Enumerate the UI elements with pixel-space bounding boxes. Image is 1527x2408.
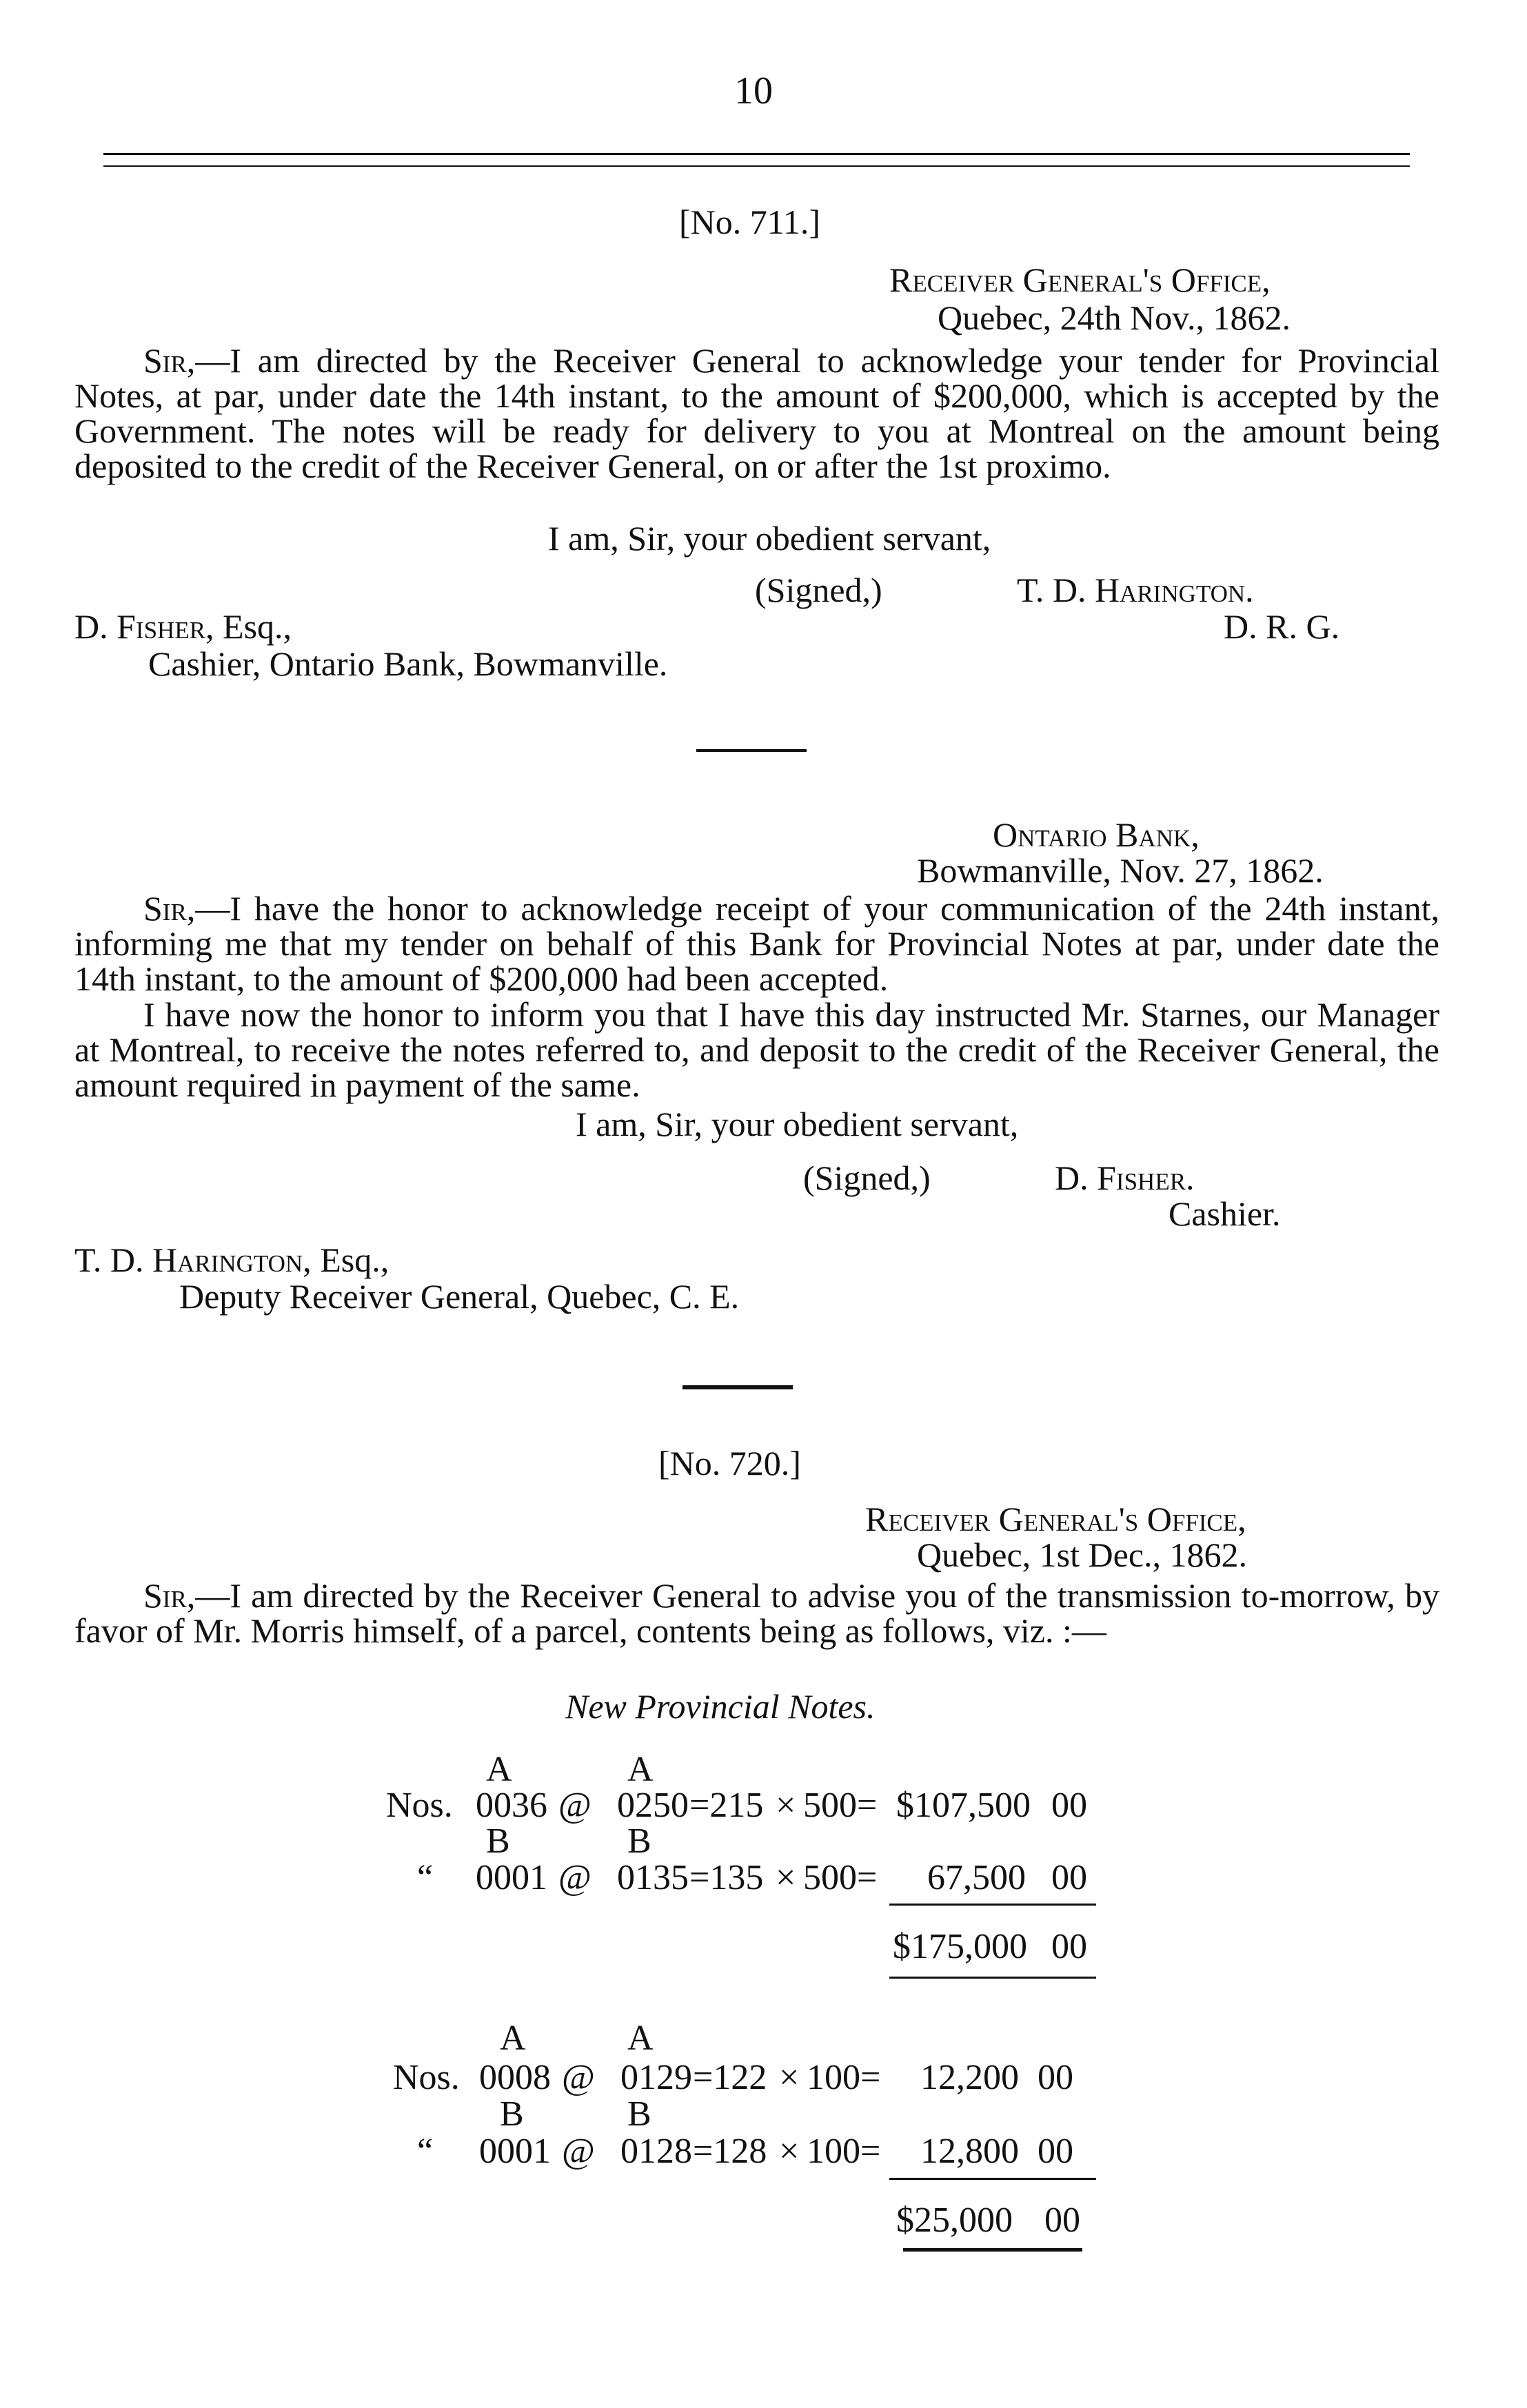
addressee-line2: Cashier, Ontario Bank, Bowmanville. <box>148 644 668 683</box>
row-prefix: Nos. <box>393 2058 460 2097</box>
count: =122 <box>693 2058 767 2097</box>
signer-title: D. R. G. <box>1224 607 1340 646</box>
to-number: 0135 <box>617 1858 689 1897</box>
letter-body-paragraph-2 <box>74 997 1439 1103</box>
times-sign: × <box>776 1786 796 1825</box>
signed-label: (Signed,) <box>803 1159 931 1197</box>
count: =135 <box>689 1858 764 1897</box>
series-letter: B <box>500 2094 524 2134</box>
series-letter: A <box>500 2019 526 2058</box>
times-sign: × <box>779 2132 800 2171</box>
times-sign: × <box>779 2058 800 2097</box>
signer-name: D. Fisher. <box>1055 1159 1195 1197</box>
header-rule-top <box>103 153 1410 155</box>
page-number: 10 <box>734 70 773 112</box>
letter-office: Ontario Bank, <box>993 815 1200 854</box>
to-number: 0129 <box>620 2058 692 2097</box>
denomination: 100= <box>807 2058 881 2097</box>
cents: 00 <box>1051 1858 1087 1897</box>
from-number: 0001 <box>476 1858 547 1897</box>
letter-dateline: Quebec, 24th Nov., 1862. <box>938 298 1291 337</box>
at-sign: @ <box>558 1858 591 1897</box>
denomination: 100= <box>807 2132 881 2171</box>
total-amount: $25,000 <box>896 2201 1013 2240</box>
total-amount: $175,000 <box>893 1927 1027 1966</box>
amount: 12,800 <box>920 2132 1019 2171</box>
letter-body <box>74 891 1439 997</box>
letter-office: Receiver General's Office, <box>865 1500 1246 1538</box>
to-number: 0128 <box>620 2132 692 2171</box>
addressee <box>74 1242 389 1278</box>
series-letter: A <box>627 1750 654 1789</box>
salutation: Sir, <box>143 341 196 380</box>
amount: $107,500 <box>896 1786 1031 1825</box>
signer-title: Cashier. <box>1169 1194 1281 1233</box>
amount: 12,200 <box>920 2058 1019 2097</box>
total-rule <box>903 2248 1082 2252</box>
series-letter: A <box>486 1750 512 1789</box>
letter-dateline: Quebec, 1st Dec., 1862. <box>917 1535 1248 1574</box>
addressee-name: D. Fisher, <box>74 607 214 646</box>
letter-dateline: Bowmanville, Nov. 27, 1862. <box>917 851 1324 890</box>
total-cents: 00 <box>1051 1927 1087 1966</box>
addressee-line2: Deputy Receiver General, Quebec, C. E. <box>179 1277 740 1316</box>
section-divider <box>682 1385 793 1389</box>
letter-body-text: —I am directed by the Receiver General to acknowledge your tender for Provincial Notes, at par, under date the 14th instant, to the amount of $200,000, which is accepted by the Government. The notes will be ready for delivery to you at Montreal on the amount being deposited to the credit of the Receiver General, on or after the 1st proximo. <box>74 341 1439 485</box>
times-sign: × <box>776 1858 796 1897</box>
cents: 00 <box>1051 1786 1087 1825</box>
amount: 67,500 <box>927 1858 1026 1897</box>
signed-label: (Signed,) <box>755 571 882 609</box>
series-letter: B <box>486 1822 510 1861</box>
letter-body-text: I have now the honor to inform you that I have this day instructed Mr. Starnes, our Manager at Montreal, to receive the notes referred to, and deposit to the credit of the Receiver General, the amount required in payment of the same. <box>74 995 1439 1104</box>
count: =215 <box>689 1786 764 1825</box>
salutation: Sir, <box>143 1576 196 1615</box>
row-prefix: “ <box>417 2132 434 2171</box>
addressee-esq: Esq., <box>311 1241 390 1279</box>
addressee <box>74 609 292 644</box>
at-sign: @ <box>562 2132 595 2171</box>
letter-body-text: —I have the honor to acknowledge receipt of your communication of the 24th instant, informing me that my tender on behalf of this Bank for Provincial Notes at par, under date the 14th instant, to the amount of $200,000 had been accepted. <box>74 889 1439 998</box>
signer-name: T. D. Harington. <box>1017 571 1254 609</box>
to-number: 0250 <box>617 1786 689 1825</box>
letter-number: [No. 711.] <box>679 203 821 241</box>
from-number: 0008 <box>479 2058 551 2097</box>
salutation: Sir, <box>143 889 196 928</box>
denomination: 500= <box>803 1786 878 1825</box>
cents: 00 <box>1038 2132 1073 2171</box>
letter-body-text: —I am directed by the Receiver General to advise you of the transmission to-morrow, by favor of Mr. Morris himself, of a parcel, contents being as follows, viz. :— <box>74 1576 1439 1650</box>
from-number: 0036 <box>476 1786 547 1825</box>
row-prefix: “ <box>417 1858 434 1897</box>
row-prefix: Nos. <box>386 1786 453 1825</box>
total-rule <box>889 1977 1096 1979</box>
sum-rule <box>889 2178 1096 2180</box>
from-number: 0001 <box>479 2132 551 2171</box>
letter-office: Receiver General's Office, <box>889 261 1271 299</box>
series-letter: A <box>627 2019 654 2058</box>
letter-number: [No. 720.] <box>658 1444 801 1482</box>
section-divider <box>696 749 807 752</box>
closing: I am, Sir, your obedient servant, <box>576 1105 1019 1143</box>
series-letter: B <box>627 2094 651 2134</box>
letter-body <box>74 343 1439 484</box>
at-sign: @ <box>558 1786 591 1825</box>
section-heading: New Provincial Notes. <box>565 1687 876 1726</box>
series-letter: B <box>627 1822 651 1861</box>
sum-rule <box>889 1904 1096 1906</box>
cents: 00 <box>1038 2058 1073 2097</box>
addressee-esq: Esq., <box>214 607 292 646</box>
total-cents: 00 <box>1044 2201 1080 2240</box>
closing: I am, Sir, your obedient servant, <box>548 519 991 558</box>
letter-body <box>74 1578 1439 1649</box>
at-sign: @ <box>562 2058 595 2097</box>
count: =128 <box>693 2132 767 2171</box>
header-rule-bottom <box>103 165 1410 167</box>
denomination: 500= <box>803 1858 878 1897</box>
addressee-name: T. D. Harington, <box>74 1241 312 1279</box>
